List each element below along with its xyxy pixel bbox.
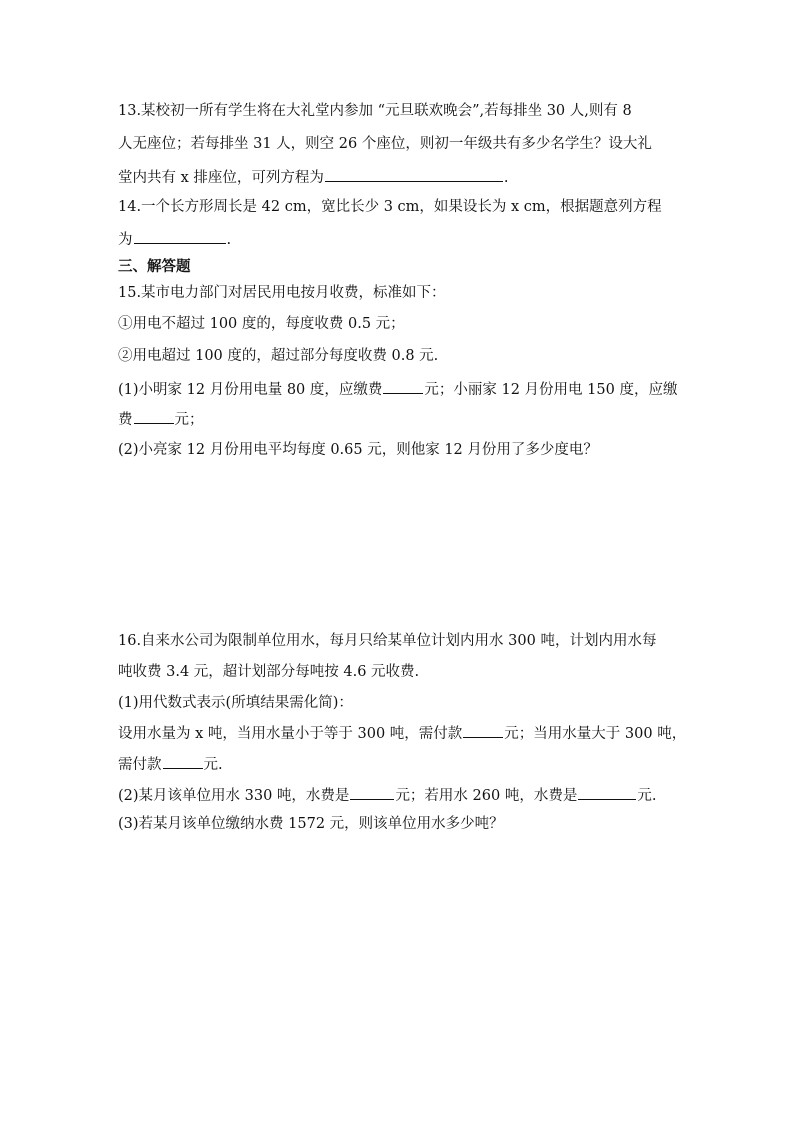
q13-line-2: 人无座位；若每排坐 31 人，则空 26 个座位，则初一年级共有多少名学生？设大礼 bbox=[118, 136, 652, 152]
q16-line-7: (3)若某月该单位缴纳水费 1572 元，则该单位用水多少吨？ bbox=[118, 816, 504, 832]
answer-blank-q15-1b bbox=[134, 408, 174, 424]
q15-line-1: 15.某市电力部门对居民用电按月收费，标准如下： bbox=[118, 285, 446, 301]
answer-blank-q16-2a bbox=[350, 784, 394, 800]
q15-line-2: ①用电不超过 100 度的，每度收费 0.5 元； bbox=[118, 316, 405, 332]
q13-line-3-text: 堂内共有 x 排座位，可列方程为 bbox=[118, 170, 324, 186]
q16-line-6-text-c: 元. bbox=[637, 788, 657, 804]
q16-line-3: (1)用代数式表示(所填结果需化简)： bbox=[118, 695, 353, 711]
answer-blank-q14 bbox=[134, 228, 226, 244]
q14-line-2-text: 为 bbox=[118, 232, 133, 248]
q14-line-1: 14.一个长方形周长是 42 cm，宽比长少 3 cm，如果设长为 x cm，根据题意列方程 bbox=[118, 199, 662, 215]
q15-line-5-text-a: 费 bbox=[118, 412, 133, 428]
section-heading: 三、解答题 bbox=[118, 258, 191, 275]
answer-blank-q13 bbox=[325, 166, 503, 182]
q16-line-1: 16.自来水公司为限制单位用水，每月只给某单位计划内用水 300 吨，计划内用水每 bbox=[118, 633, 657, 649]
q16-line-4-text-b: 元；当用水量大于 300 吨， bbox=[504, 726, 687, 742]
q13-line-3 bbox=[118, 166, 509, 186]
q16-line-5-text-a: 需付款 bbox=[118, 757, 162, 773]
q15-line-5-text-b: 元； bbox=[174, 412, 204, 428]
q16-line-6-text-b: 元；若用水 260 吨，水费是 bbox=[395, 788, 578, 804]
q14-period: . bbox=[226, 232, 232, 248]
q16-line-2: 吨收费 3.4 元，超计划部分每吨按 4.6 元收费. bbox=[118, 664, 420, 680]
q16-line-4-text-a: 设用水量为 x 吨，当用水量小于等于 300 吨，需付款 bbox=[118, 726, 463, 742]
q16-line-6 bbox=[118, 784, 656, 804]
answer-blank-q16-2b bbox=[578, 784, 636, 800]
q15-line-4-text-a: (1)小明家 12 月份用电量 80 度，应缴费 bbox=[118, 382, 383, 398]
q16-line-5 bbox=[118, 753, 223, 773]
q14-line-2 bbox=[118, 228, 231, 248]
q16-line-4 bbox=[118, 722, 686, 742]
q13-line-1: 13.某校初一所有学生将在大礼堂内参加 “元旦联欢晚会”,若每排坐 30 人,则有 8 bbox=[118, 103, 632, 119]
answer-blank-q16-1a bbox=[463, 722, 503, 738]
answer-blank-q16-1b bbox=[163, 753, 203, 769]
q13-period: . bbox=[503, 170, 509, 186]
q16-line-5-text-b: 元. bbox=[203, 757, 223, 773]
q15-line-4 bbox=[118, 378, 677, 398]
answer-blank-q15-1a bbox=[383, 378, 423, 394]
q15-line-5 bbox=[118, 408, 204, 428]
q15-line-4-text-b: 元；小丽家 12 月份用电 150 度，应缴 bbox=[424, 382, 678, 398]
q16-line-6-text-a: (2)某月该单位用水 330 吨，水费是 bbox=[118, 788, 350, 804]
q15-line-3: ②用电超过 100 度的，超过部分每度收费 0.8 元. bbox=[118, 348, 439, 364]
q15-line-6: (2)小亮家 12 月份用电平均每度 0.65 元，则他家 12 月份用了多少度电？ bbox=[118, 442, 598, 458]
